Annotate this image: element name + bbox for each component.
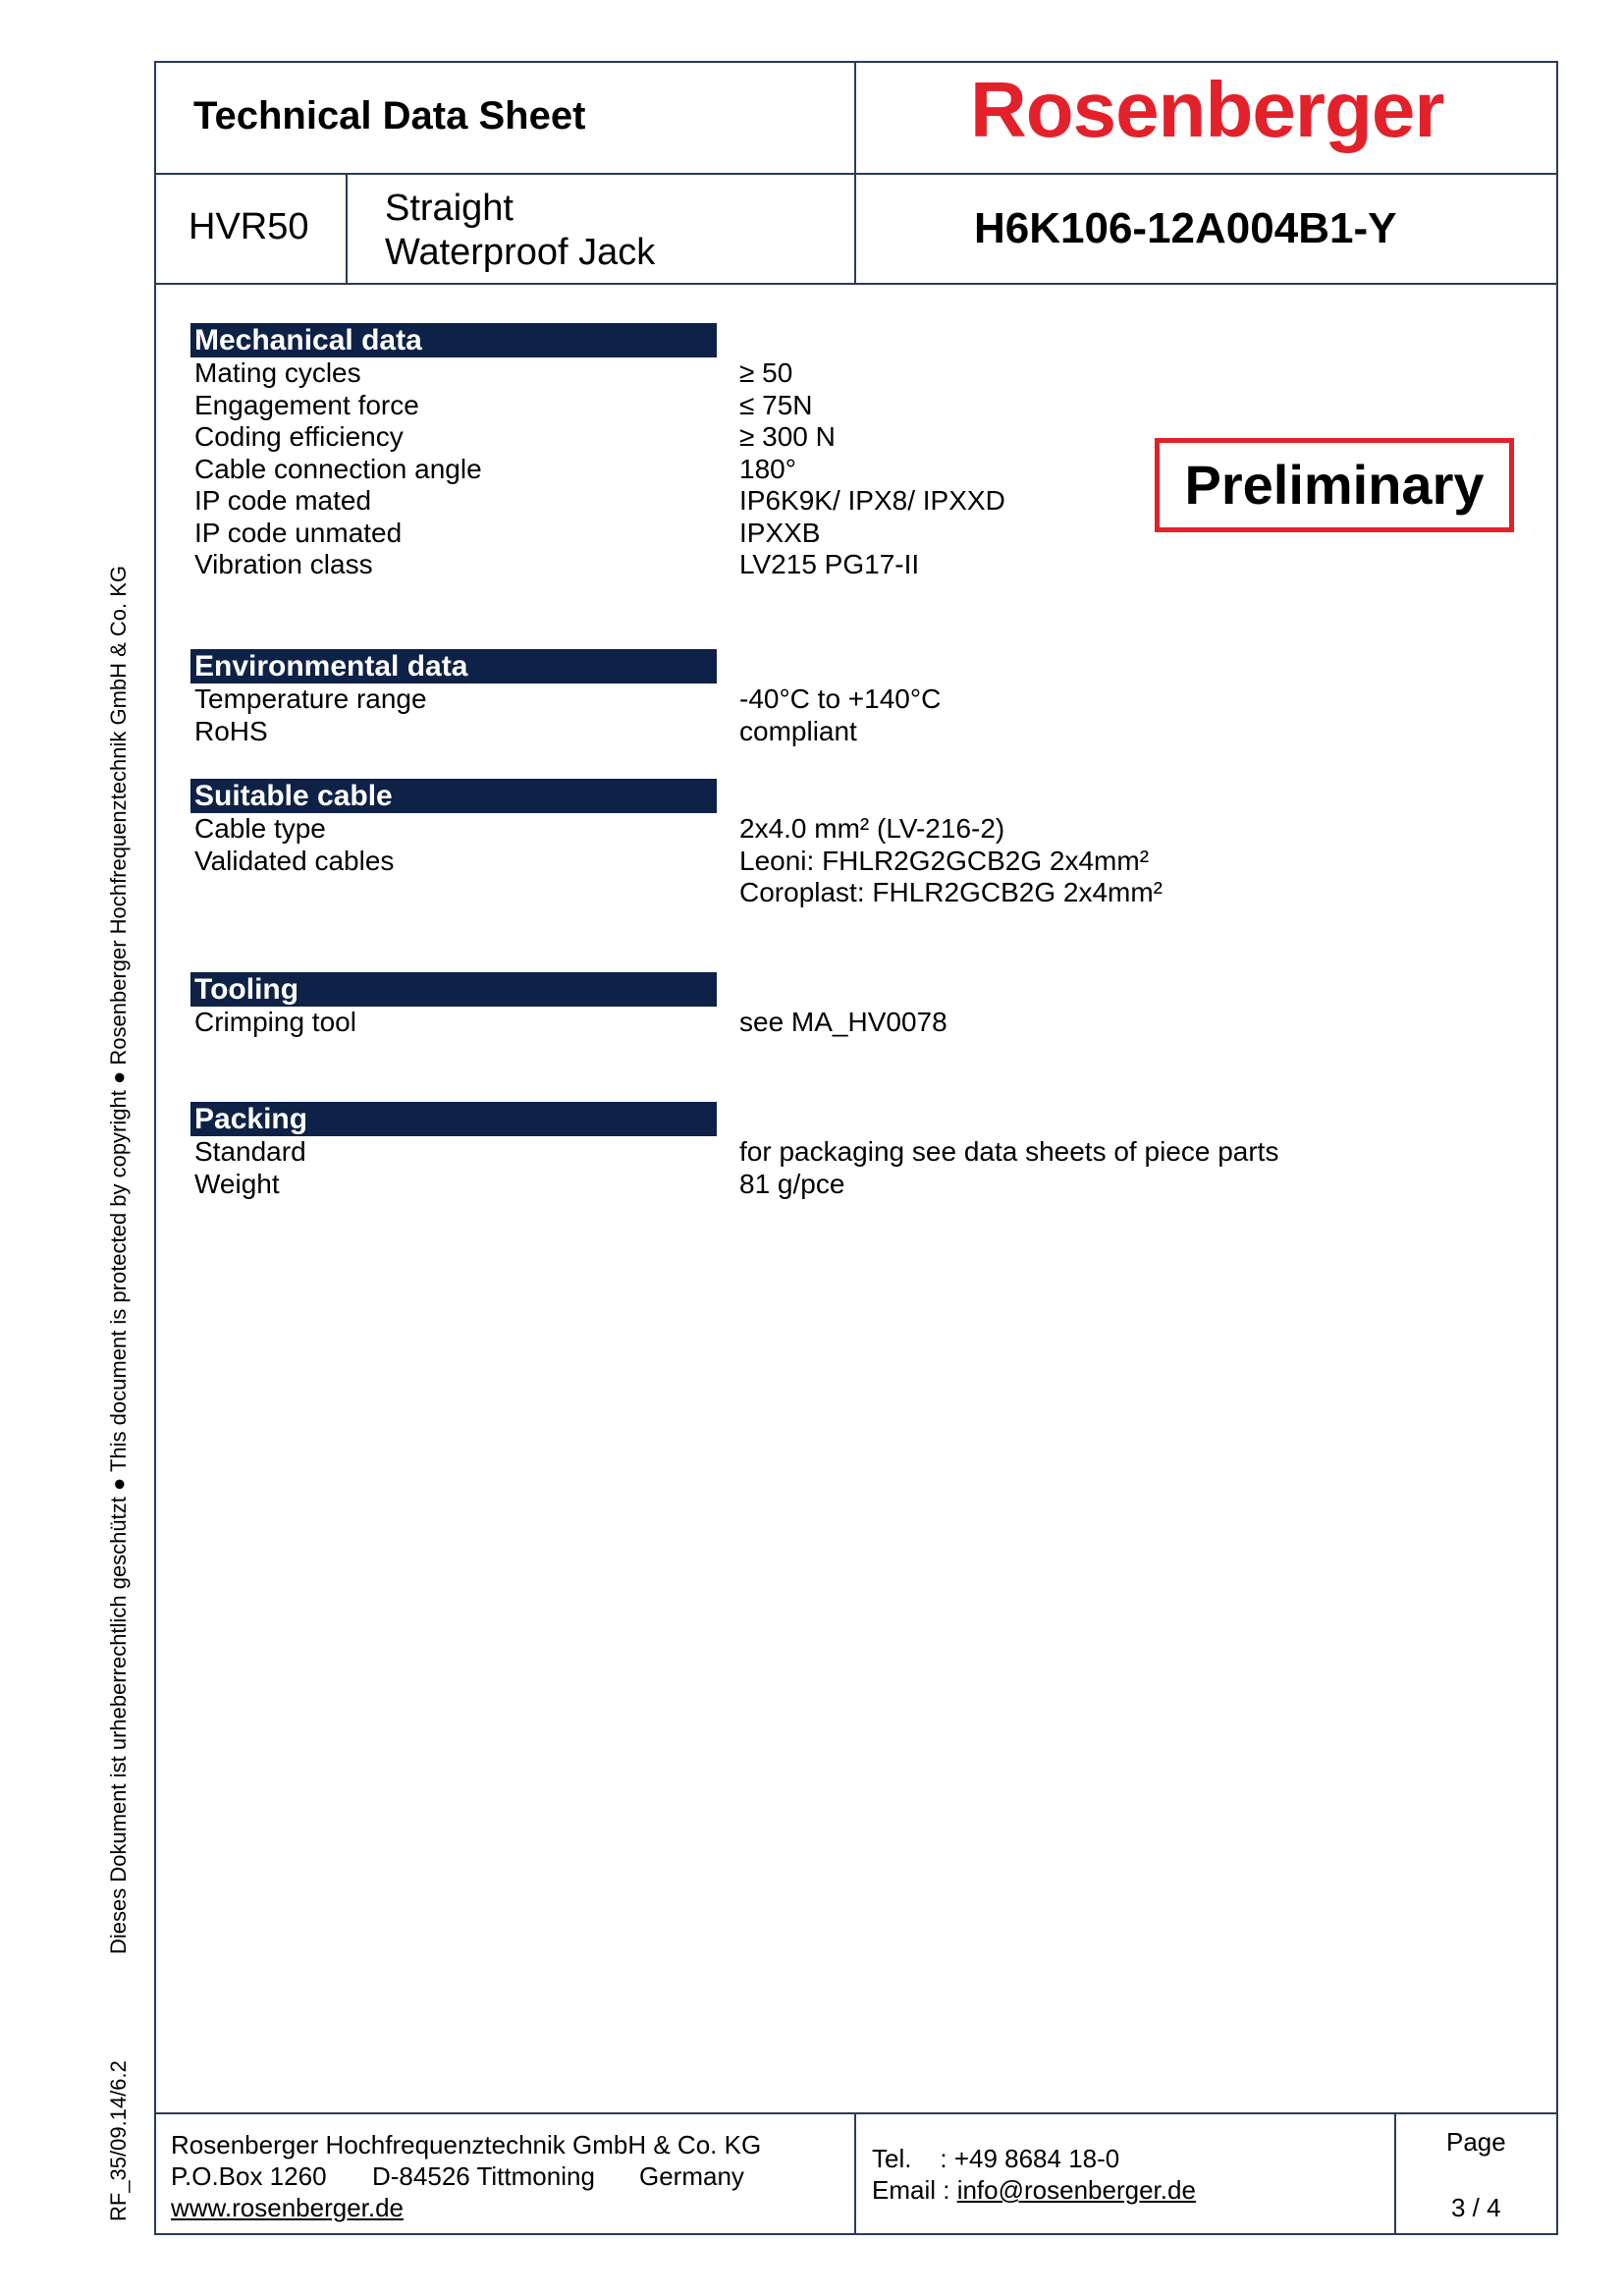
- section-suitable-cable: [190, 779, 1163, 909]
- tel-label: Tel. :: [872, 2144, 954, 2173]
- section-heading: Packing: [190, 1102, 717, 1136]
- page-label: Page: [1446, 2127, 1506, 2157]
- spec-value: ≥ 50: [739, 357, 793, 388]
- copyright-notice: Dieses Dokument ist urheberrechtlich geschützt ● This document is protected by copyright ● Rosenberger Hochfrequenztechnik GmbH & Co. KG: [106, 565, 131, 1954]
- section-packing: [190, 1102, 1279, 1200]
- spec-row: [190, 549, 920, 581]
- phone-line: [872, 2143, 1196, 2174]
- section-mechanical: [190, 323, 1005, 581]
- spec-value: see MA_HV0078: [739, 1007, 947, 1037]
- section-tooling: [190, 972, 947, 1039]
- spec-row: [190, 485, 1005, 518]
- country: Germany: [639, 2161, 744, 2191]
- spec-row: [190, 1136, 1279, 1169]
- section-heading: Environmental data: [190, 649, 717, 683]
- footer-divider: [154, 2112, 1558, 2114]
- email-label: Email :: [872, 2175, 957, 2205]
- spec-row: [190, 389, 813, 422]
- series-divider: [346, 173, 348, 285]
- section-environmental: [190, 649, 942, 747]
- footer-column-divider-1: [854, 2112, 856, 2235]
- spec-row: [190, 813, 1005, 846]
- spec-row: [190, 715, 857, 748]
- spec-label: Mating cycles: [194, 357, 361, 388]
- spec-value: for packaging see data sheets of piece parts: [739, 1136, 1279, 1167]
- spec-label: IP code unmated: [194, 517, 403, 548]
- spec-label: Crimping tool: [194, 1007, 356, 1037]
- spec-value: compliant: [739, 715, 857, 746]
- po-box: P.O.Box 1260: [171, 2161, 327, 2191]
- description-line-1: Straight: [385, 188, 514, 229]
- spec-label: RoHS: [194, 715, 268, 746]
- spec-label: Coding efficiency: [194, 421, 404, 452]
- spec-label: IP code mated: [194, 485, 372, 516]
- spec-row: [190, 453, 796, 486]
- email-link[interactable]: info@rosenberger.de: [956, 2175, 1196, 2205]
- page-number: 3 / 4: [1451, 2193, 1501, 2222]
- spec-label: Temperature range: [194, 683, 427, 714]
- section-heading: Suitable cable: [190, 779, 717, 813]
- company-name: Rosenberger Hochfrequenztechnik GmbH & Co. KG: [171, 2130, 762, 2159]
- spec-label: Cable connection angle: [194, 453, 482, 484]
- section-heading: Tooling: [190, 972, 717, 1007]
- spec-value: 81 g/pce: [739, 1168, 845, 1199]
- footer-contact-block: [872, 2143, 1196, 2206]
- form-id: RF_35/09.14/6.2: [106, 2060, 131, 2221]
- spec-label: Vibration class: [194, 549, 373, 579]
- section-heading: Mechanical data: [190, 323, 717, 357]
- spec-label: Validated cables: [194, 845, 395, 876]
- phone-number: +49 8684 18-0: [953, 2144, 1120, 2173]
- city: D-84526 Tittmoning: [372, 2161, 595, 2191]
- preliminary-stamp: Preliminary: [1155, 438, 1514, 532]
- spec-row: [190, 421, 836, 454]
- header-divider-2: [154, 283, 1558, 285]
- description-line-2: Waterproof Jack: [385, 232, 656, 273]
- product-description: [385, 187, 655, 275]
- spec-row: [190, 1168, 845, 1201]
- spec-value: -40°C to +140°C: [739, 683, 942, 714]
- spec-label: Standard: [194, 1136, 306, 1167]
- spec-value: LV215 PG17-II: [739, 549, 920, 579]
- rosenberger-logo: Rosenberger: [970, 66, 1444, 153]
- spec-label: Cable type: [194, 813, 326, 844]
- spec-value: Coroplast: FHLR2GCB2G 2x4mm²: [739, 877, 1163, 907]
- spec-row: [190, 517, 821, 550]
- spec-value: ≤ 75N: [739, 389, 813, 420]
- spec-value: ≥ 300 N: [739, 421, 836, 452]
- spec-value: IP6K9K/ IPX8/ IPXXD: [739, 485, 1005, 516]
- spec-label: Engagement force: [194, 389, 419, 420]
- spec-value: 2x4.0 mm² (LV-216-2): [739, 813, 1005, 844]
- header-divider-1: [154, 173, 1558, 175]
- spec-value: IPXXB: [739, 517, 821, 548]
- company-address: [171, 2160, 761, 2192]
- footer-company-block: [171, 2129, 761, 2223]
- spec-row: [190, 877, 1163, 909]
- email-line: [872, 2174, 1196, 2206]
- spec-value: 180°: [739, 453, 796, 484]
- spec-row: [190, 1007, 947, 1039]
- header-column-divider: [854, 61, 856, 285]
- spec-row: [190, 845, 1150, 878]
- website-link[interactable]: www.rosenberger.de: [171, 2193, 405, 2222]
- series-name: HVR50: [189, 206, 309, 247]
- spec-row: [190, 683, 942, 716]
- spec-row: [190, 357, 793, 390]
- part-number: H6K106-12A004B1-Y: [974, 204, 1397, 252]
- spec-label: Weight: [194, 1168, 280, 1199]
- footer-column-divider-2: [1394, 2112, 1396, 2235]
- document-title: Technical Data Sheet: [193, 94, 586, 137]
- spec-value: Leoni: FHLR2G2GCB2G 2x4mm²: [739, 845, 1150, 876]
